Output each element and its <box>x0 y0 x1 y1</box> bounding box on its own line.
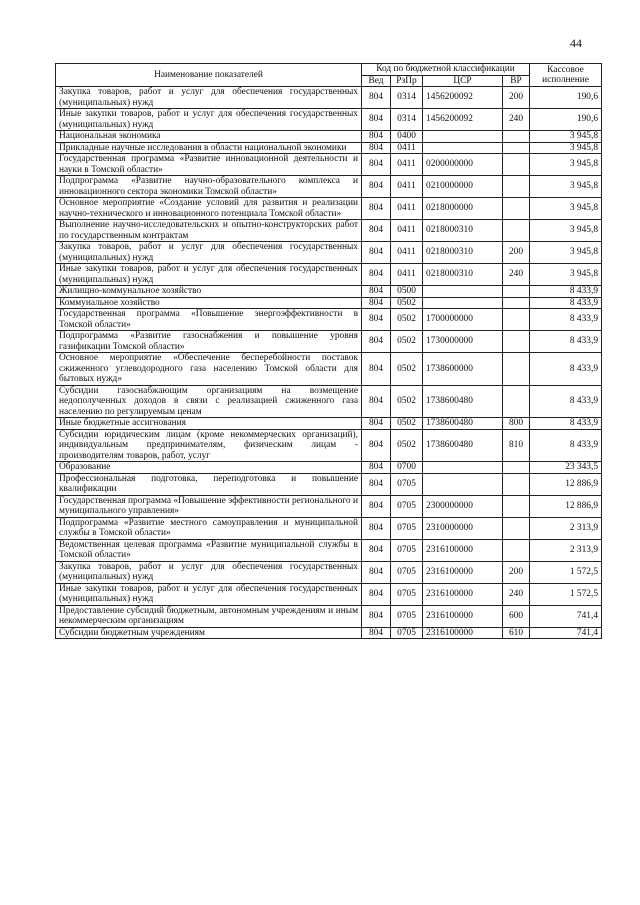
cell-name: Подпрограмма «Развитие газоснабжения и повышение уровня газификации Томской области» <box>56 331 362 353</box>
cell-rzpr: 0705 <box>391 627 423 639</box>
cell-rzpr: 0700 <box>391 462 423 474</box>
table-row <box>56 605 602 627</box>
cell-ved: 804 <box>362 385 391 418</box>
table-body <box>56 87 602 639</box>
cell-amount: 8 433,9 <box>530 429 602 462</box>
cell-amount: 2 313,9 <box>530 539 602 561</box>
cell-vr: 810 <box>503 429 530 462</box>
cell-csr <box>423 131 503 143</box>
cell-name: Иные закупки товаров, работ и услуг для обеспечения государственных (муниципальных) нужд <box>56 109 362 131</box>
cell-amount: 8 433,9 <box>530 297 602 309</box>
cell-rzpr: 0314 <box>391 109 423 131</box>
cell-rzpr: 0502 <box>391 385 423 418</box>
cell-amount: 8 433,9 <box>530 286 602 298</box>
cell-rzpr: 0705 <box>391 605 423 627</box>
table-row <box>56 583 602 605</box>
table-row <box>56 627 602 639</box>
table-row <box>56 429 602 462</box>
cell-csr: 2316100000 <box>423 627 503 639</box>
cell-csr <box>423 142 503 154</box>
cell-amount: 3 945,8 <box>530 154 602 176</box>
header-amount: Кассовое исполнение <box>530 64 602 87</box>
cell-rzpr: 0314 <box>391 87 423 109</box>
cell-vr <box>503 142 530 154</box>
cell-ved: 804 <box>362 462 391 474</box>
header-name: Наименование показателей <box>56 64 362 87</box>
cell-vr <box>503 297 530 309</box>
cell-ved: 804 <box>362 605 391 627</box>
cell-vr: 800 <box>503 418 530 430</box>
cell-vr <box>503 220 530 242</box>
cell-vr <box>503 176 530 198</box>
cell-name: Прикладные научные исследования в области национальной экономики <box>56 142 362 154</box>
table-row <box>56 297 602 309</box>
cell-vr <box>503 462 530 474</box>
cell-csr: 1700000000 <box>423 309 503 331</box>
cell-name: Субсидии газоснабжающим организациям на возмещение недополученных доходов в связи с реализацией сжиженного газа населению по регулируемым ценам <box>56 385 362 418</box>
table-row <box>56 418 602 430</box>
cell-rzpr: 0705 <box>391 517 423 539</box>
cell-csr <box>423 297 503 309</box>
cell-rzpr: 0705 <box>391 539 423 561</box>
cell-amount: 3 945,8 <box>530 198 602 220</box>
cell-vr <box>503 385 530 418</box>
cell-ved: 804 <box>362 109 391 131</box>
cell-vr <box>503 495 530 517</box>
cell-name: Иные закупки товаров, работ и услуг для обеспечения государственных (муниципальных) нужд <box>56 264 362 286</box>
cell-csr: 2310000000 <box>423 517 503 539</box>
page-number: 44 <box>570 36 582 50</box>
cell-amount: 3 945,8 <box>530 142 602 154</box>
cell-vr <box>503 473 530 495</box>
cell-rzpr: 0502 <box>391 429 423 462</box>
table-row <box>56 353 602 386</box>
cell-csr: 1738600480 <box>423 385 503 418</box>
cell-csr: 1738600480 <box>423 418 503 430</box>
cell-name: Закупка товаров, работ и услуг для обеспечения государственных (муниципальных) нужд <box>56 561 362 583</box>
cell-ved: 804 <box>362 286 391 298</box>
table-row <box>56 331 602 353</box>
cell-amount: 8 433,9 <box>530 418 602 430</box>
cell-name: Субсидии бюджетным учреждениям <box>56 627 362 639</box>
cell-ved: 804 <box>362 561 391 583</box>
cell-rzpr: 0705 <box>391 583 423 605</box>
cell-csr: 2300000000 <box>423 495 503 517</box>
cell-ved: 804 <box>362 309 391 331</box>
cell-csr: 2316100000 <box>423 539 503 561</box>
cell-amount: 8 433,9 <box>530 385 602 418</box>
cell-amount: 8 433,9 <box>530 331 602 353</box>
cell-name: Закупка товаров, работ и услуг для обеспечения государственных (муниципальных) нужд <box>56 242 362 264</box>
cell-vr: 240 <box>503 264 530 286</box>
cell-amount: 1 572,5 <box>530 561 602 583</box>
table-row <box>56 109 602 131</box>
cell-rzpr: 0400 <box>391 131 423 143</box>
cell-rzpr: 0411 <box>391 198 423 220</box>
table-row <box>56 264 602 286</box>
cell-ved: 804 <box>362 142 391 154</box>
cell-ved: 804 <box>362 198 391 220</box>
cell-ved: 804 <box>362 418 391 430</box>
cell-vr <box>503 517 530 539</box>
table-row <box>56 131 602 143</box>
table-row <box>56 462 602 474</box>
cell-csr: 2316100000 <box>423 583 503 605</box>
cell-name: Образование <box>56 462 362 474</box>
cell-rzpr: 0502 <box>391 331 423 353</box>
cell-rzpr: 0411 <box>391 242 423 264</box>
cell-amount: 23 343,5 <box>530 462 602 474</box>
cell-name: Основное мероприятие «Создание условий для развития и реализации научно-технического и инновационного потенциала Томской области» <box>56 198 362 220</box>
cell-amount: 12 886,9 <box>530 495 602 517</box>
cell-ved: 804 <box>362 495 391 517</box>
cell-vr: 600 <box>503 605 530 627</box>
cell-csr: 0200000000 <box>423 154 503 176</box>
cell-rzpr: 0411 <box>391 154 423 176</box>
cell-vr <box>503 154 530 176</box>
cell-rzpr: 0705 <box>391 495 423 517</box>
cell-ved: 804 <box>362 242 391 264</box>
cell-rzpr: 0502 <box>391 418 423 430</box>
cell-vr <box>503 331 530 353</box>
cell-vr <box>503 131 530 143</box>
cell-amount: 3 945,8 <box>530 176 602 198</box>
cell-amount: 2 313,9 <box>530 517 602 539</box>
cell-rzpr: 0502 <box>391 297 423 309</box>
cell-name: Закупка товаров, работ и услуг для обеспечения государственных (муниципальных) нужд <box>56 87 362 109</box>
cell-vr: 200 <box>503 242 530 264</box>
cell-ved: 804 <box>362 539 391 561</box>
header-rzpr: РзПр <box>391 75 423 87</box>
cell-name: Жилищно-коммунальное хозяйство <box>56 286 362 298</box>
cell-amount: 12 886,9 <box>530 473 602 495</box>
cell-ved: 804 <box>362 583 391 605</box>
table-row <box>56 154 602 176</box>
header-ved: Вед <box>362 75 391 87</box>
cell-ved: 804 <box>362 353 391 386</box>
cell-rzpr: 0502 <box>391 353 423 386</box>
table-row <box>56 561 602 583</box>
table-row <box>56 539 602 561</box>
cell-rzpr: 0502 <box>391 309 423 331</box>
table-row <box>56 286 602 298</box>
table-row <box>56 220 602 242</box>
cell-csr: 0218000000 <box>423 198 503 220</box>
cell-ved: 804 <box>362 297 391 309</box>
cell-rzpr: 0705 <box>391 561 423 583</box>
table-row <box>56 176 602 198</box>
cell-ved: 804 <box>362 473 391 495</box>
header-csr: ЦСР <box>423 75 503 87</box>
cell-vr <box>503 539 530 561</box>
cell-csr: 0210000000 <box>423 176 503 198</box>
cell-rzpr: 0411 <box>391 142 423 154</box>
cell-csr <box>423 473 503 495</box>
table-row <box>56 142 602 154</box>
cell-csr <box>423 286 503 298</box>
cell-vr: 240 <box>503 583 530 605</box>
cell-amount: 190,6 <box>530 87 602 109</box>
cell-rzpr: 0411 <box>391 220 423 242</box>
cell-name: Коммунальное хозяйство <box>56 297 362 309</box>
cell-vr: 240 <box>503 109 530 131</box>
cell-csr: 1738600480 <box>423 429 503 462</box>
cell-ved: 804 <box>362 154 391 176</box>
table-row <box>56 495 602 517</box>
cell-ved: 804 <box>362 264 391 286</box>
table-row <box>56 517 602 539</box>
cell-name: Предоставление субсидий бюджетным, автономным учреждениям и иным некоммерческим организациям <box>56 605 362 627</box>
cell-ved: 804 <box>362 131 391 143</box>
header-vr: ВР <box>503 75 530 87</box>
cell-vr <box>503 286 530 298</box>
cell-amount: 3 945,8 <box>530 220 602 242</box>
cell-name: Основное мероприятие «Обеспечение бесперебойности поставок сжиженного углеводородного газа населению Томской области для бытовых нужд» <box>56 353 362 386</box>
budget-execution-table <box>55 63 602 639</box>
cell-name: Ведомственная целевая программа «Развитие муниципальной службы в Томской области» <box>56 539 362 561</box>
cell-amount: 3 945,8 <box>530 242 602 264</box>
cell-ved: 804 <box>362 331 391 353</box>
cell-vr: 200 <box>503 561 530 583</box>
table-row <box>56 385 602 418</box>
cell-vr <box>503 309 530 331</box>
cell-name: Государственная программа «Развитие инновационной деятельности и науки в Томской области» <box>56 154 362 176</box>
table-row <box>56 309 602 331</box>
table-row <box>56 473 602 495</box>
cell-rzpr: 0411 <box>391 176 423 198</box>
cell-amount: 8 433,9 <box>530 353 602 386</box>
table-row <box>56 198 602 220</box>
cell-amount: 741,4 <box>530 627 602 639</box>
cell-vr <box>503 198 530 220</box>
cell-name: Подпрограмма «Развитие научно-образовательного комплекса и инновационного сектора экономики Томской области» <box>56 176 362 198</box>
cell-amount: 741,4 <box>530 605 602 627</box>
cell-csr: 1456200092 <box>423 87 503 109</box>
header-code-group: Код по бюджетной классификации <box>362 64 530 76</box>
cell-ved: 804 <box>362 176 391 198</box>
cell-ved: 804 <box>362 517 391 539</box>
cell-ved: 804 <box>362 87 391 109</box>
cell-name: Подпрограмма «Развитие местного самоуправления и муниципальной службы в Томской области» <box>56 517 362 539</box>
cell-amount: 3 945,8 <box>530 131 602 143</box>
cell-name: Иные бюджетные ассигнования <box>56 418 362 430</box>
cell-ved: 804 <box>362 429 391 462</box>
cell-name: Национальная экономика <box>56 131 362 143</box>
cell-name: Выполнение научно-исследовательских и опытно-конструкторских работ по государственным контрактам <box>56 220 362 242</box>
cell-csr: 1730000000 <box>423 331 503 353</box>
cell-name: Иные закупки товаров, работ и услуг для обеспечения государственных (муниципальных) нужд <box>56 583 362 605</box>
cell-csr: 1456200092 <box>423 109 503 131</box>
header-row-1 <box>56 64 602 76</box>
cell-vr: 200 <box>503 87 530 109</box>
cell-ved: 804 <box>362 220 391 242</box>
cell-csr: 0218000310 <box>423 242 503 264</box>
cell-amount: 1 572,5 <box>530 583 602 605</box>
cell-csr: 1738600000 <box>423 353 503 386</box>
cell-csr: 0218000310 <box>423 220 503 242</box>
cell-vr: 610 <box>503 627 530 639</box>
cell-name: Профессиональная подготовка, переподготовка и повышение квалификации <box>56 473 362 495</box>
cell-name: Государственная программа «Повышение энергоэффективности в Томской области» <box>56 309 362 331</box>
cell-amount: 8 433,9 <box>530 309 602 331</box>
cell-csr <box>423 462 503 474</box>
cell-rzpr: 0500 <box>391 286 423 298</box>
table-row <box>56 242 602 264</box>
table-row <box>56 87 602 109</box>
cell-name: Субсидии юридическим лицам (кроме некоммерческих организаций), индивидуальным предпринимателям, физическим лицам - производителям товаров, работ, услуг <box>56 429 362 462</box>
cell-amount: 3 945,8 <box>530 264 602 286</box>
cell-csr: 2316100000 <box>423 605 503 627</box>
cell-csr: 0218000310 <box>423 264 503 286</box>
cell-csr: 2316100000 <box>423 561 503 583</box>
cell-rzpr: 0705 <box>391 473 423 495</box>
cell-vr <box>503 353 530 386</box>
cell-name: Государственная программа «Повышение эффективности регионального и муниципального управления» <box>56 495 362 517</box>
cell-rzpr: 0411 <box>391 264 423 286</box>
cell-ved: 804 <box>362 627 391 639</box>
cell-amount: 190,6 <box>530 109 602 131</box>
